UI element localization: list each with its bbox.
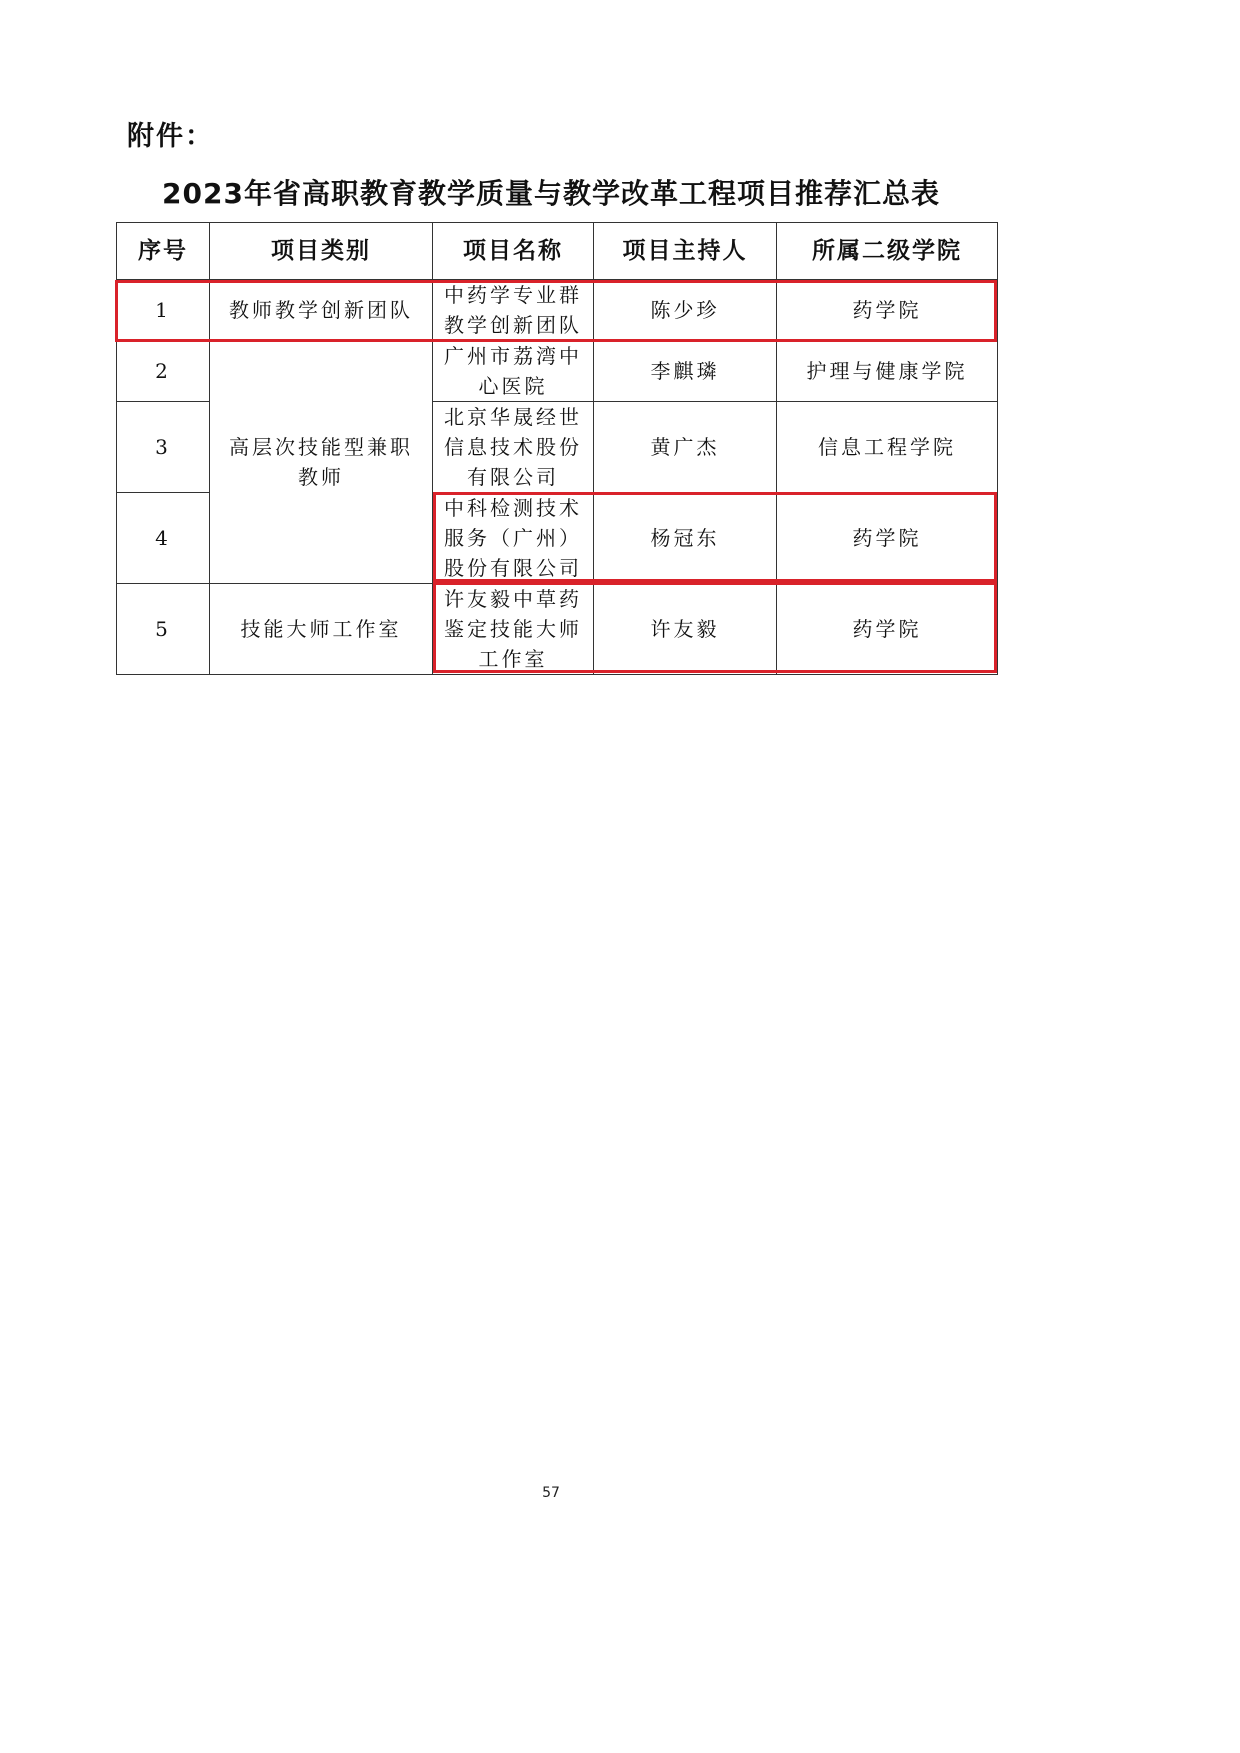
header-no: 序号 bbox=[117, 223, 210, 280]
row-college: 信息工程学院 bbox=[777, 402, 998, 493]
attachment-label: 附件： bbox=[127, 121, 214, 152]
table-row bbox=[117, 341, 998, 402]
row-college: 护理与健康学院 bbox=[777, 341, 998, 402]
page-number: 57 bbox=[542, 1485, 560, 1501]
header-college: 所属二级学院 bbox=[777, 223, 998, 280]
row-no: 5 bbox=[117, 584, 210, 675]
row-college: 药学院 bbox=[777, 584, 998, 675]
row-no: 4 bbox=[117, 493, 210, 584]
row-host: 黄广杰 bbox=[594, 402, 777, 493]
row-host: 陈少珍 bbox=[594, 280, 777, 341]
row-project-name: 北京华晟经世信息技术股份有限公司 bbox=[433, 402, 594, 493]
row-host: 许友毅 bbox=[594, 584, 777, 675]
row-no: 1 bbox=[117, 280, 210, 341]
row-no: 2 bbox=[117, 341, 210, 402]
document-title: 2023年省高职教育教学质量与教学改革工程项目推荐汇总表 bbox=[162, 177, 940, 210]
row-project-name: 许友毅中草药鉴定技能大师工作室 bbox=[433, 584, 594, 675]
header-host: 项目主持人 bbox=[594, 223, 777, 280]
row-project-name: 中药学专业群教学创新团队 bbox=[433, 280, 594, 341]
row-project-name: 广州市荔湾中心医院 bbox=[433, 341, 594, 402]
header-category: 项目类别 bbox=[210, 223, 433, 280]
row-project-name: 中科检测技术服务（广州）股份有限公司 bbox=[433, 493, 594, 584]
row-no: 3 bbox=[117, 402, 210, 493]
table-row bbox=[117, 280, 998, 341]
header-project-name: 项目名称 bbox=[433, 223, 594, 280]
row-college: 药学院 bbox=[777, 280, 998, 341]
row-host: 杨冠东 bbox=[594, 493, 777, 584]
row-college: 药学院 bbox=[777, 493, 998, 584]
row-category-merged: 高层次技能型兼职教师 bbox=[210, 341, 433, 584]
row-category: 教师教学创新团队 bbox=[210, 280, 433, 341]
row-category: 技能大师工作室 bbox=[210, 584, 433, 675]
row-host: 李麒璘 bbox=[594, 341, 777, 402]
table-header-row bbox=[117, 223, 998, 280]
summary-table bbox=[116, 222, 998, 675]
table-row bbox=[117, 584, 998, 675]
